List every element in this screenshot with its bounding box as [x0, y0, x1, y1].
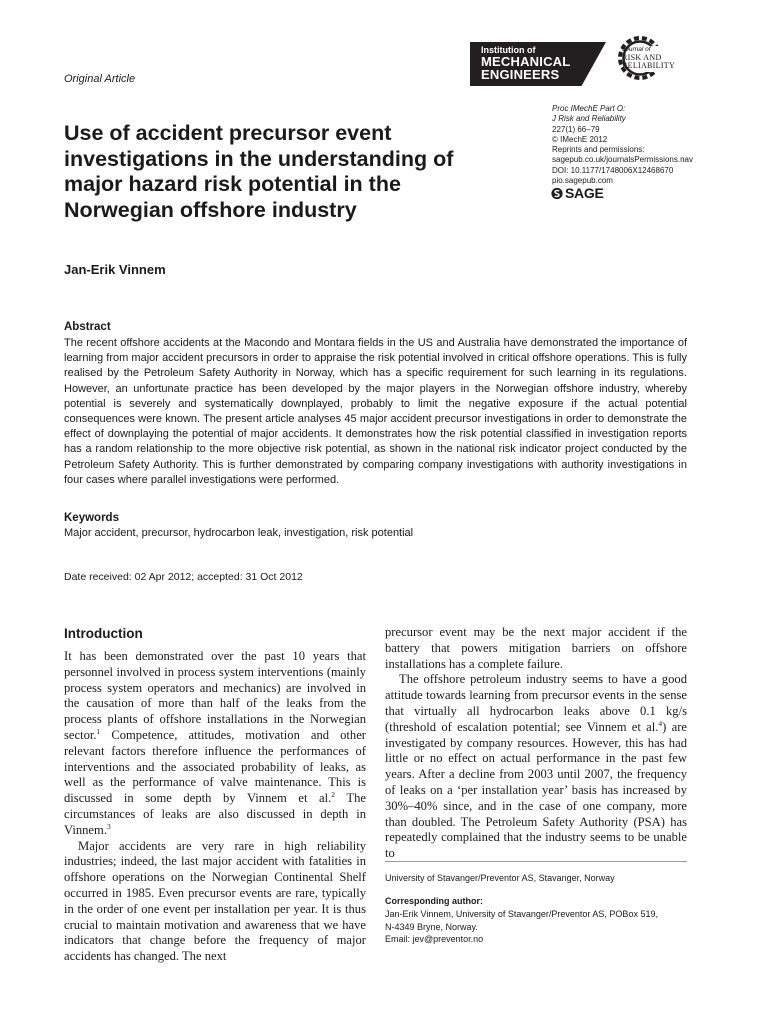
keywords-text: Major accident, precursor, hydrocarbon leak, investigation, risk potential	[64, 527, 414, 539]
article-title: Use of accident precursor event investigations in the understanding of major hazard risk potential in the Norwegian offshore industry	[64, 121, 454, 222]
body-column-left	[64, 649, 366, 965]
journal-logo-line-2: RELIABILITY	[622, 60, 676, 70]
text-run: The offshore petroleum industry seems to have a good attitude towards learning from precursor events in the sense that virtually all hydrocarbon leaks above 0.1 kg/s (threshold of escalation potential; see Vinnem et al.	[385, 672, 687, 734]
body-column-right	[385, 625, 687, 862]
introduction-heading: Introduction	[64, 626, 143, 641]
journal-logo-line-1: RISK AND	[622, 52, 662, 62]
paragraph	[64, 649, 366, 839]
journal-subtitle: J Risk and Reliability	[552, 114, 626, 124]
text-run: Competence, attitudes, motivation and other relevant factors therefore influence the performances of interventions and the associated probability of leaks, as well as the performance of valve maintenance. This is discussed in some depth by Vinnem et al.	[64, 727, 366, 806]
sage-logo	[551, 185, 603, 201]
publisher-line-1: Institution of	[481, 45, 536, 55]
reprints-label: Reprints and permissions:	[552, 145, 645, 155]
volume-info: 227(1) 66–79	[552, 124, 600, 134]
publisher-line-3: ENGINEERS	[481, 67, 560, 82]
journal-name: Proc IMechE Part O:	[552, 104, 626, 113]
sage-s-icon	[551, 187, 563, 200]
publisher-line-2: MECHANICAL	[481, 54, 571, 69]
reprints-link[interactable]: sagepub.co.uk/journalsPermissions.nav	[552, 155, 693, 165]
publication-meta	[552, 104, 752, 186]
corr-address-line-1: Jan-Erik Vinnem, University of Stavanger/Preventor AS, POBox 519,	[385, 909, 658, 919]
paragraph: Major accidents are very rare in high reliability industries; indeed, the last major accident with fatalities in offshore operations on the Norwegian Continental Shelf occurred in 1985. Even precursor events are rare, typically in the order of one event per installation per year. It is thus crucial to maintain motivation and awareness that we have indicators that change before the frequency of major accidents has changed. The next	[64, 838, 366, 964]
citation-ref[interactable]: 3	[106, 821, 111, 831]
date-received: Date received: 02 Apr 2012; accepted: 31 Oct 2012	[64, 571, 303, 583]
copyright: © IMechE 2012	[552, 134, 608, 144]
citation-ref[interactable]: 2	[331, 789, 336, 799]
citation-ref[interactable]: 1	[96, 726, 101, 736]
text-run: It has been demonstrated over the past 10 years that personnel involved in process system interventions (mainly process system operators and mechanics) are involved in the causation of more than half of the leaks from the process plants of offshore installations in the Norwegian sector.	[64, 649, 366, 742]
journal-site-link[interactable]: pio.sagepub.com	[552, 176, 613, 186]
paragraph: precursor event may be the next major accident if the battery that powers mitigation barriers on offshore installations has a complete failure.	[385, 625, 687, 671]
sage-text: SAGE	[565, 185, 604, 201]
author-name: Jan-Erik Vinnem	[64, 262, 166, 277]
footnote-divider	[385, 861, 687, 862]
citation-ref[interactable]: 4	[658, 718, 663, 728]
text-run: The circumstances of leaks are also discussed in depth in Vinnem.	[64, 791, 366, 837]
affiliation: University of Stavanger/Preventor AS, Stavanger, Norway	[385, 873, 615, 883]
abstract-text: The recent offshore accidents at the Macondo and Montara fields in the US and Australia have demonstrated the importance of learning from major accident precursors in order to appraise the risk potential involved in critical offshore operations. This is fully realised by the Petroleum Safety Authority in Norway, which has a specific requirement for such learning in its regulations. However, an unfortunate practice has been developed by the major players in the Norwegian offshore industry, whereby potential is severely and systematically downplayed, probably to limit the negative exposure if the actual potential consequences were known. The present article analyses 45 major accident precursor investigations in order to demonstrate the effect of downplaying the potential of major accidents. It demonstrates how the risk potential classified in investigation reports has a random relationship to the more objective risk potential, as shown in the national risk indicator project conducted by the Petroleum Safety Authority. This is further demonstrated by comparing company investigations with authority investigations in four cases where parallel investigations were performed.	[64, 337, 687, 486]
journal-logo	[622, 47, 675, 70]
article-type: Original Article	[64, 73, 136, 85]
paragraph	[385, 672, 687, 862]
abstract-heading: Abstract	[64, 321, 111, 333]
corr-email[interactable]: Email: jev@preventor.no	[385, 934, 484, 944]
text-run: ) are investigated by company resources. However, this has had little or no effect on actual performance in the past few years. After a decline from 2003 until 2007, the frequency of leaks on a ‘per installation year’ basis has increased by 30%–40% since, and in the case of one company, more than doubled. The Petroleum Safety Authority (PSA) has repeatedly complained that the industry seems to be unable to	[385, 719, 687, 861]
corr-address-line-2: N-4349 Bryne, Norway.	[385, 921, 478, 932]
corresponding-author-heading: Corresponding author:	[385, 896, 483, 906]
doi[interactable]: DOI: 10.1177/1748006X12468670	[552, 165, 674, 175]
keywords-heading: Keywords	[64, 512, 119, 524]
imeche-logo-text	[481, 46, 570, 81]
corresponding-author-details	[385, 908, 685, 946]
journal-logo-of: Journal of	[622, 46, 651, 53]
